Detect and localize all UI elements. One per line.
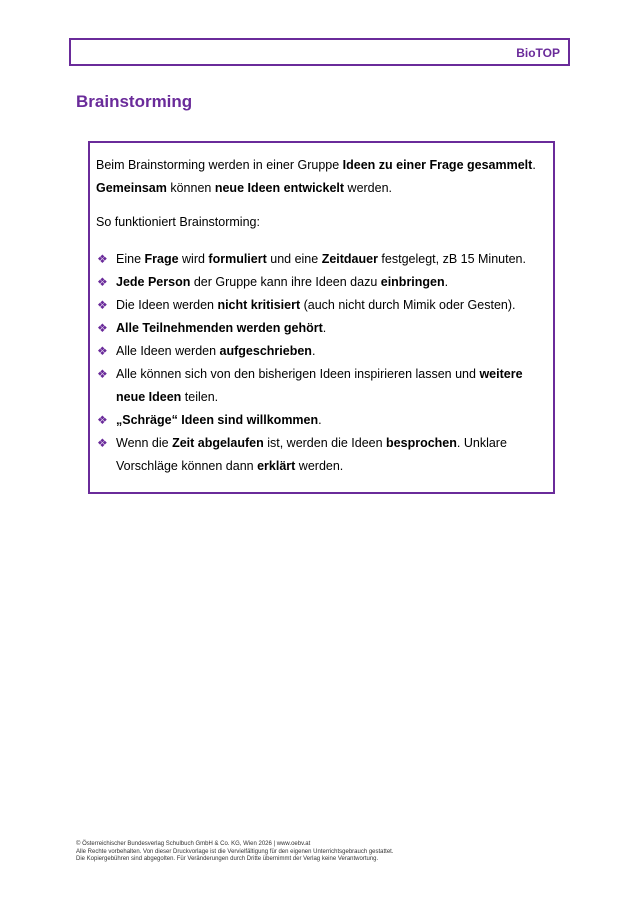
bold-text: Frage bbox=[144, 252, 179, 266]
bold-text: weitere neue Ideen bbox=[116, 367, 523, 404]
diamond-bullet-icon: ❖ bbox=[97, 298, 108, 312]
text: werden. bbox=[295, 459, 344, 473]
text: Eine bbox=[116, 252, 145, 266]
list-item bbox=[96, 294, 539, 317]
text: wird bbox=[178, 252, 209, 266]
diamond-bullet-icon: ❖ bbox=[97, 344, 108, 358]
text: Alle können sich von den bisherigen Ideen inspirieren lassen und bbox=[116, 367, 480, 381]
list-item bbox=[96, 317, 539, 340]
text: und eine bbox=[266, 252, 322, 266]
diamond-bullet-icon: ❖ bbox=[97, 321, 108, 335]
diamond-bullet-icon: ❖ bbox=[97, 436, 108, 450]
list-item bbox=[96, 409, 539, 432]
text: werden. bbox=[344, 181, 393, 195]
diamond-bullet-icon: ❖ bbox=[97, 367, 108, 381]
bold-text: aufgeschrieben bbox=[219, 344, 312, 358]
bold-text: „Schräge“ Ideen sind willkommen bbox=[116, 413, 319, 427]
diamond-bullet-icon: ❖ bbox=[97, 252, 108, 266]
bold-text: neue Ideen entwickelt bbox=[214, 181, 345, 195]
footer-disclaimer: Die Kopiergebühren sind abgegolten. Für Veränderungen durch Dritte übernimmt der Verlag keine Verantwortung. bbox=[76, 856, 379, 863]
diamond-bullet-icon: ❖ bbox=[97, 413, 108, 427]
page-title: Brainstorming bbox=[76, 92, 193, 111]
text: können bbox=[166, 181, 215, 195]
bold-text: formuliert bbox=[208, 252, 267, 266]
header-bar bbox=[69, 38, 570, 66]
subtitle: So funktioniert Brainstorming: bbox=[96, 215, 260, 229]
list-item bbox=[96, 432, 539, 478]
text: . bbox=[318, 413, 322, 427]
text: teilen. bbox=[181, 390, 219, 404]
bold-text: Gemeinsam bbox=[96, 181, 167, 195]
text: . bbox=[311, 344, 316, 358]
bold-text: Ideen zu einer Frage gesammelt bbox=[342, 158, 533, 172]
text: der Gruppe kann ihre Ideen dazu bbox=[190, 275, 381, 289]
bold-text: einbringen bbox=[380, 275, 445, 289]
bold-text: erklärt bbox=[257, 459, 296, 473]
text: Alle Ideen werden bbox=[116, 344, 220, 358]
bullet-list bbox=[96, 248, 539, 478]
footer bbox=[76, 841, 394, 864]
list-item bbox=[96, 340, 539, 363]
text: . bbox=[322, 321, 327, 335]
diamond-bullet-icon: ❖ bbox=[97, 275, 108, 289]
list-item bbox=[96, 363, 539, 409]
text: festgelegt, zB 15 Minuten. bbox=[377, 252, 526, 266]
bold-text: Zeit abgelaufen bbox=[172, 436, 264, 450]
brand-label: BioTOP bbox=[516, 46, 560, 60]
text: Die Ideen werden bbox=[116, 298, 218, 312]
bold-text: nicht kritisiert bbox=[217, 298, 301, 312]
text: Beim Brainstorming werden in einer Gruppe bbox=[96, 158, 343, 172]
content-box bbox=[88, 141, 555, 494]
intro-paragraph bbox=[96, 154, 539, 200]
text: (auch nicht durch Mimik oder Gesten). bbox=[300, 298, 516, 312]
text: . bbox=[444, 275, 449, 289]
footer-rights: Alle Rechte vorbehalten. Von dieser Druckvorlage ist die Vervielfältigung für den eigenen Unterrichtsgebrauch gestattet. bbox=[76, 848, 394, 855]
bold-text: besprochen bbox=[386, 436, 457, 450]
bold-text: Zeitdauer bbox=[321, 252, 378, 266]
text: ist, werden die Ideen bbox=[263, 436, 387, 450]
bold-text: Jede Person bbox=[116, 275, 191, 289]
list-item bbox=[96, 271, 539, 294]
text: Wenn die bbox=[116, 436, 173, 450]
text: . bbox=[532, 158, 536, 172]
footer-copyright: © Österreichischer Bundesverlag Schulbuch GmbH & Co. KG, Wien 2026 | www.oebv.at bbox=[76, 841, 311, 847]
list-item bbox=[96, 248, 539, 271]
text: . Unklare Vorschläge können dann bbox=[116, 436, 507, 473]
bold-text: Alle Teilnehmenden werden gehört bbox=[116, 321, 323, 335]
